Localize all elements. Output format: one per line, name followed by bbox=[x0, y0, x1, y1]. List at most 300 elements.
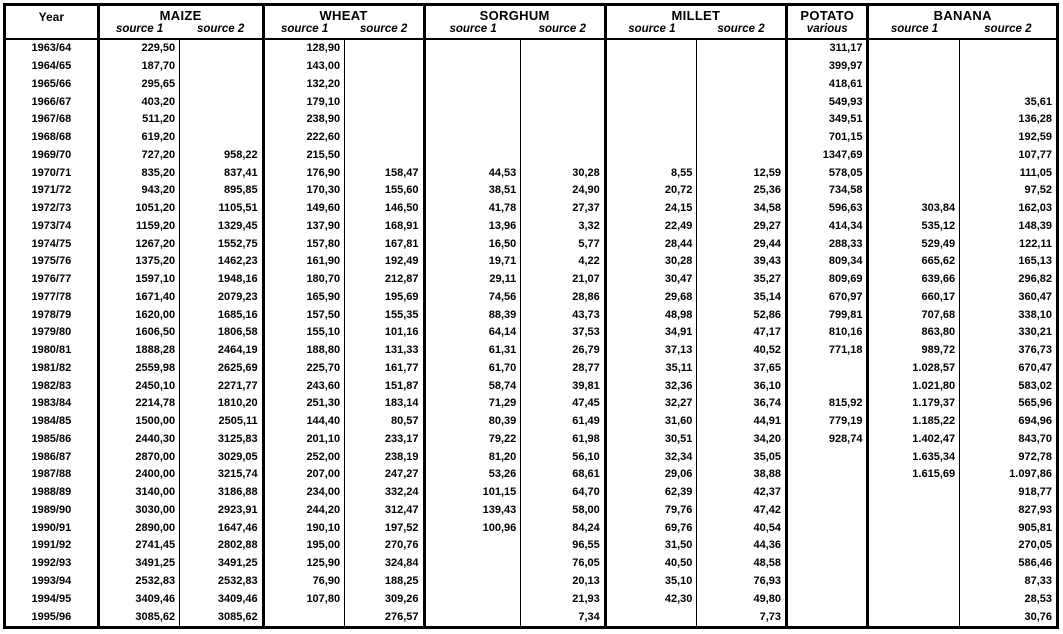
value-cell: 511,20 bbox=[98, 111, 179, 129]
value-cell: 24,15 bbox=[605, 200, 697, 218]
value-cell: 35,27 bbox=[697, 271, 787, 289]
value-cell bbox=[697, 147, 787, 165]
source-header: source 1 bbox=[98, 23, 179, 39]
value-cell: 660,17 bbox=[868, 289, 960, 307]
value-cell: 39,81 bbox=[521, 377, 606, 395]
value-cell: 96,55 bbox=[521, 537, 606, 555]
value-cell bbox=[521, 129, 606, 147]
value-cell: 37,13 bbox=[605, 342, 697, 360]
value-cell: 1.402,47 bbox=[868, 431, 960, 449]
value-cell: 42,30 bbox=[605, 590, 697, 608]
value-cell bbox=[521, 93, 606, 111]
value-cell bbox=[868, 573, 960, 591]
value-cell bbox=[345, 76, 424, 94]
source-header: source 1 bbox=[263, 23, 344, 39]
value-cell: 52,86 bbox=[697, 306, 787, 324]
value-cell: 197,52 bbox=[345, 519, 424, 537]
value-cell: 44,36 bbox=[697, 537, 787, 555]
value-cell: 28,44 bbox=[605, 235, 697, 253]
value-cell: 2400,00 bbox=[98, 466, 179, 484]
value-cell: 1597,10 bbox=[98, 271, 179, 289]
value-cell: 34,58 bbox=[697, 200, 787, 218]
value-cell: 176,90 bbox=[263, 164, 344, 182]
value-cell: 2741,45 bbox=[98, 537, 179, 555]
table-row bbox=[5, 342, 1058, 360]
value-cell: 125,90 bbox=[263, 555, 344, 573]
table-row bbox=[5, 129, 1058, 147]
value-cell bbox=[605, 608, 697, 627]
value-cell bbox=[605, 58, 697, 76]
value-cell: 270,05 bbox=[960, 537, 1058, 555]
value-cell: 56,10 bbox=[521, 448, 606, 466]
value-cell bbox=[521, 58, 606, 76]
value-cell: 549,93 bbox=[787, 93, 868, 111]
year-cell: 1975/76 bbox=[31, 255, 72, 268]
value-cell: 47,17 bbox=[697, 324, 787, 342]
value-cell: 58,00 bbox=[521, 502, 606, 520]
value-cell: 1.635,34 bbox=[868, 448, 960, 466]
value-cell: 192,59 bbox=[960, 129, 1058, 147]
value-cell: 180,70 bbox=[263, 271, 344, 289]
value-cell: 2532,83 bbox=[180, 573, 264, 591]
value-cell bbox=[787, 537, 868, 555]
value-cell bbox=[605, 93, 697, 111]
value-cell: 349,51 bbox=[787, 111, 868, 129]
value-cell: 155,35 bbox=[345, 306, 424, 324]
value-cell: 28,53 bbox=[960, 590, 1058, 608]
value-cell: 665,62 bbox=[868, 253, 960, 271]
value-cell: 360,47 bbox=[960, 289, 1058, 307]
value-cell: 31,50 bbox=[605, 537, 697, 555]
value-cell: 2464,19 bbox=[180, 342, 264, 360]
value-cell: 324,84 bbox=[345, 555, 424, 573]
year-cell: 1988/89 bbox=[31, 486, 72, 499]
value-cell bbox=[868, 182, 960, 200]
value-cell: 837,41 bbox=[180, 164, 264, 182]
value-cell bbox=[424, 129, 521, 147]
value-cell: 799,81 bbox=[787, 306, 868, 324]
value-cell: 3186,88 bbox=[180, 484, 264, 502]
value-cell: 1948,16 bbox=[180, 271, 264, 289]
value-cell bbox=[697, 39, 787, 58]
value-cell: 1.179,37 bbox=[868, 395, 960, 413]
value-cell: 303,84 bbox=[868, 200, 960, 218]
value-cell bbox=[787, 448, 868, 466]
value-cell: 146,50 bbox=[345, 200, 424, 218]
value-cell: 3491,25 bbox=[98, 555, 179, 573]
value-cell: 31,60 bbox=[605, 413, 697, 431]
value-cell: 32,36 bbox=[605, 377, 697, 395]
table-row bbox=[5, 306, 1058, 324]
value-cell: 34,91 bbox=[605, 324, 697, 342]
value-cell: 244,20 bbox=[263, 502, 344, 520]
value-cell: 26,79 bbox=[521, 342, 606, 360]
value-cell: 84,24 bbox=[521, 519, 606, 537]
value-cell: 2079,23 bbox=[180, 289, 264, 307]
value-cell: 30,47 bbox=[605, 271, 697, 289]
value-cell: 38,51 bbox=[424, 182, 521, 200]
value-cell bbox=[180, 76, 264, 94]
value-cell: 41,78 bbox=[424, 200, 521, 218]
value-cell: 2923,91 bbox=[180, 502, 264, 520]
value-cell: 29,27 bbox=[697, 218, 787, 236]
value-cell: 1500,00 bbox=[98, 413, 179, 431]
value-cell: 3085,62 bbox=[180, 608, 264, 627]
value-cell: 36,10 bbox=[697, 377, 787, 395]
value-cell: 958,22 bbox=[180, 147, 264, 165]
value-cell: 131,33 bbox=[345, 342, 424, 360]
value-cell bbox=[424, 147, 521, 165]
value-cell: 25,36 bbox=[697, 182, 787, 200]
value-cell: 4,22 bbox=[521, 253, 606, 271]
source-header: source 1 bbox=[868, 23, 960, 39]
value-cell bbox=[605, 111, 697, 129]
value-cell: 215,50 bbox=[263, 147, 344, 165]
value-cell: 252,00 bbox=[263, 448, 344, 466]
value-cell bbox=[868, 93, 960, 111]
value-cell: 565,96 bbox=[960, 395, 1058, 413]
year-cell: 1967/68 bbox=[31, 113, 72, 126]
value-cell bbox=[345, 147, 424, 165]
source-header: source 1 bbox=[605, 23, 697, 39]
value-cell: 399,97 bbox=[787, 58, 868, 76]
source-header: source 2 bbox=[345, 23, 424, 39]
value-cell: 58,74 bbox=[424, 377, 521, 395]
value-cell: 670,47 bbox=[960, 360, 1058, 378]
value-cell: 165,13 bbox=[960, 253, 1058, 271]
value-cell: 3030,00 bbox=[98, 502, 179, 520]
value-cell bbox=[263, 608, 344, 627]
value-cell: 639,66 bbox=[868, 271, 960, 289]
value-cell bbox=[697, 129, 787, 147]
value-cell: 47,45 bbox=[521, 395, 606, 413]
value-cell: 596,63 bbox=[787, 200, 868, 218]
value-cell: 1347,69 bbox=[787, 147, 868, 165]
value-cell: 48,98 bbox=[605, 306, 697, 324]
value-cell: 311,17 bbox=[787, 39, 868, 58]
value-cell: 29,11 bbox=[424, 271, 521, 289]
value-cell: 3215,74 bbox=[180, 466, 264, 484]
value-cell: 30,28 bbox=[521, 164, 606, 182]
year-cell: 1972/73 bbox=[31, 202, 72, 215]
value-cell bbox=[868, 58, 960, 76]
value-cell: 1810,20 bbox=[180, 395, 264, 413]
table-row bbox=[5, 58, 1058, 76]
value-cell: 2271,77 bbox=[180, 377, 264, 395]
value-cell: 727,20 bbox=[98, 147, 179, 165]
value-cell: 201,10 bbox=[263, 431, 344, 449]
year-cell: 1991/92 bbox=[31, 539, 72, 552]
value-cell: 111,05 bbox=[960, 164, 1058, 182]
table-row bbox=[5, 519, 1058, 537]
value-cell: 179,10 bbox=[263, 93, 344, 111]
value-cell: 190,10 bbox=[263, 519, 344, 537]
value-cell bbox=[960, 58, 1058, 76]
value-cell: 835,20 bbox=[98, 164, 179, 182]
value-cell: 29,68 bbox=[605, 289, 697, 307]
value-cell bbox=[424, 537, 521, 555]
value-cell: 376,73 bbox=[960, 342, 1058, 360]
value-cell bbox=[868, 608, 960, 627]
value-cell: 694,96 bbox=[960, 413, 1058, 431]
value-cell: 28,77 bbox=[521, 360, 606, 378]
value-cell: 20,13 bbox=[521, 573, 606, 591]
value-cell: 32,27 bbox=[605, 395, 697, 413]
value-cell: 61,49 bbox=[521, 413, 606, 431]
value-cell bbox=[868, 129, 960, 147]
year-cell: 1984/85 bbox=[31, 415, 72, 428]
value-cell: 3140,00 bbox=[98, 484, 179, 502]
value-cell: 1671,40 bbox=[98, 289, 179, 307]
value-cell: 2559,98 bbox=[98, 360, 179, 378]
value-cell: 19,71 bbox=[424, 253, 521, 271]
value-cell: 132,20 bbox=[263, 76, 344, 94]
value-cell: 74,56 bbox=[424, 289, 521, 307]
year-cell: 1993/94 bbox=[31, 574, 72, 587]
value-cell bbox=[345, 39, 424, 58]
value-cell: 13,96 bbox=[424, 218, 521, 236]
value-cell bbox=[521, 111, 606, 129]
value-cell: 295,65 bbox=[98, 76, 179, 94]
value-cell: 157,50 bbox=[263, 306, 344, 324]
value-cell: 943,20 bbox=[98, 182, 179, 200]
value-cell: 122,11 bbox=[960, 235, 1058, 253]
table-row bbox=[5, 218, 1058, 236]
value-cell: 149,60 bbox=[263, 200, 344, 218]
value-cell: 1329,45 bbox=[180, 218, 264, 236]
value-cell: 76,05 bbox=[521, 555, 606, 573]
value-cell bbox=[787, 573, 868, 591]
value-cell bbox=[868, 537, 960, 555]
value-cell: 863,80 bbox=[868, 324, 960, 342]
value-cell bbox=[697, 76, 787, 94]
table-row bbox=[5, 253, 1058, 271]
value-cell bbox=[605, 39, 697, 58]
value-cell bbox=[787, 502, 868, 520]
value-cell: 2890,00 bbox=[98, 519, 179, 537]
value-cell: 3029,05 bbox=[180, 448, 264, 466]
value-cell bbox=[868, 111, 960, 129]
value-cell: 30,28 bbox=[605, 253, 697, 271]
value-cell: 35,05 bbox=[697, 448, 787, 466]
value-cell: 212,87 bbox=[345, 271, 424, 289]
group-header-wheat: WHEAT bbox=[263, 5, 424, 24]
value-cell: 276,57 bbox=[345, 608, 424, 627]
value-cell bbox=[868, 39, 960, 58]
table-row bbox=[5, 608, 1058, 627]
value-cell: 332,24 bbox=[345, 484, 424, 502]
value-cell: 1685,16 bbox=[180, 306, 264, 324]
value-cell bbox=[521, 76, 606, 94]
year-cell: 1987/88 bbox=[31, 468, 72, 481]
value-cell: 61,31 bbox=[424, 342, 521, 360]
value-cell: 586,46 bbox=[960, 555, 1058, 573]
table-row bbox=[5, 502, 1058, 520]
value-cell: 162,03 bbox=[960, 200, 1058, 218]
value-cell bbox=[787, 484, 868, 502]
year-cell: 1963/64 bbox=[31, 42, 72, 55]
value-cell: 270,76 bbox=[345, 537, 424, 555]
year-cell: 1969/70 bbox=[31, 148, 72, 161]
value-cell bbox=[868, 502, 960, 520]
value-cell bbox=[424, 608, 521, 627]
value-cell: 989,72 bbox=[868, 342, 960, 360]
value-cell bbox=[605, 147, 697, 165]
value-cell bbox=[180, 93, 264, 111]
value-cell: 170,30 bbox=[263, 182, 344, 200]
table-row bbox=[5, 448, 1058, 466]
value-cell: 47,42 bbox=[697, 502, 787, 520]
value-cell: 144,40 bbox=[263, 413, 344, 431]
value-cell bbox=[424, 93, 521, 111]
value-cell: 7,73 bbox=[697, 608, 787, 627]
value-cell: 188,80 bbox=[263, 342, 344, 360]
value-cell: 40,52 bbox=[697, 342, 787, 360]
table-row bbox=[5, 147, 1058, 165]
value-cell bbox=[424, 58, 521, 76]
value-cell bbox=[424, 590, 521, 608]
value-cell bbox=[787, 608, 868, 627]
value-cell bbox=[424, 111, 521, 129]
value-cell: 288,33 bbox=[787, 235, 868, 253]
value-cell: 139,43 bbox=[424, 502, 521, 520]
value-cell: 143,00 bbox=[263, 58, 344, 76]
value-cell: 403,20 bbox=[98, 93, 179, 111]
value-cell: 80,39 bbox=[424, 413, 521, 431]
year-cell: 1968/68 bbox=[31, 131, 72, 144]
value-cell: 44,91 bbox=[697, 413, 787, 431]
value-cell: 928,74 bbox=[787, 431, 868, 449]
source-header: source 1 bbox=[424, 23, 521, 39]
value-cell: 97,52 bbox=[960, 182, 1058, 200]
year-cell: 1992/93 bbox=[31, 557, 72, 570]
value-cell: 529,49 bbox=[868, 235, 960, 253]
value-cell: 309,26 bbox=[345, 590, 424, 608]
table-row bbox=[5, 93, 1058, 111]
value-cell bbox=[605, 129, 697, 147]
value-cell: 972,78 bbox=[960, 448, 1058, 466]
value-cell: 1462,23 bbox=[180, 253, 264, 271]
value-cell: 771,18 bbox=[787, 342, 868, 360]
table-row bbox=[5, 395, 1058, 413]
value-cell: 207,00 bbox=[263, 466, 344, 484]
value-cell: 157,80 bbox=[263, 235, 344, 253]
year-cell: 1995/96 bbox=[31, 610, 72, 623]
source-header: source 2 bbox=[180, 23, 264, 39]
value-cell: 40,54 bbox=[697, 519, 787, 537]
value-cell: 168,91 bbox=[345, 218, 424, 236]
header-row-commodities bbox=[5, 5, 1058, 24]
source-header: source 2 bbox=[960, 23, 1058, 39]
value-cell: 151,87 bbox=[345, 377, 424, 395]
value-cell: 1.615,69 bbox=[868, 466, 960, 484]
value-cell: 619,20 bbox=[98, 129, 179, 147]
value-cell: 2214,78 bbox=[98, 395, 179, 413]
table-row bbox=[5, 573, 1058, 591]
value-cell: 338,10 bbox=[960, 306, 1058, 324]
value-cell: 61,98 bbox=[521, 431, 606, 449]
value-cell: 2450,10 bbox=[98, 377, 179, 395]
value-cell: 155,10 bbox=[263, 324, 344, 342]
value-cell: 128,90 bbox=[263, 39, 344, 58]
value-cell: 80,57 bbox=[345, 413, 424, 431]
value-cell: 2440,30 bbox=[98, 431, 179, 449]
year-cell: 1990/91 bbox=[31, 521, 72, 534]
table-row bbox=[5, 324, 1058, 342]
value-cell bbox=[787, 590, 868, 608]
value-cell: 43,73 bbox=[521, 306, 606, 324]
value-cell bbox=[180, 129, 264, 147]
year-cell: 1974/75 bbox=[31, 237, 72, 250]
value-cell: 2625,69 bbox=[180, 360, 264, 378]
value-cell bbox=[868, 555, 960, 573]
value-cell bbox=[424, 573, 521, 591]
value-cell: 809,69 bbox=[787, 271, 868, 289]
value-cell: 155,60 bbox=[345, 182, 424, 200]
value-cell: 35,10 bbox=[605, 573, 697, 591]
group-header-sorghum: SORGHUM bbox=[424, 5, 605, 24]
value-cell: 895,85 bbox=[180, 182, 264, 200]
year-cell: 1978/79 bbox=[31, 308, 72, 321]
table-row bbox=[5, 555, 1058, 573]
table-row bbox=[5, 413, 1058, 431]
table-row bbox=[5, 466, 1058, 484]
value-cell: 42,37 bbox=[697, 484, 787, 502]
value-cell: 1552,75 bbox=[180, 235, 264, 253]
year-cell: 1980/81 bbox=[31, 344, 72, 357]
value-cell: 330,21 bbox=[960, 324, 1058, 342]
source-header: various bbox=[787, 23, 868, 39]
table-row bbox=[5, 182, 1058, 200]
value-cell: 701,15 bbox=[787, 129, 868, 147]
value-cell: 247,27 bbox=[345, 466, 424, 484]
year-cell: 1976/77 bbox=[31, 273, 72, 286]
value-cell: 7,34 bbox=[521, 608, 606, 627]
value-cell: 161,77 bbox=[345, 360, 424, 378]
value-cell bbox=[868, 519, 960, 537]
value-cell: 35,61 bbox=[960, 93, 1058, 111]
value-cell: 158,47 bbox=[345, 164, 424, 182]
value-cell: 35,14 bbox=[697, 289, 787, 307]
group-header-potato: POTATO bbox=[787, 5, 868, 24]
value-cell: 234,00 bbox=[263, 484, 344, 502]
value-cell: 583,02 bbox=[960, 377, 1058, 395]
value-cell: 779,19 bbox=[787, 413, 868, 431]
value-cell: 2802,88 bbox=[180, 537, 264, 555]
value-cell: 3125,83 bbox=[180, 431, 264, 449]
year-cell: 1989/90 bbox=[31, 503, 72, 516]
value-cell bbox=[868, 76, 960, 94]
table-row bbox=[5, 537, 1058, 555]
value-cell: 905,81 bbox=[960, 519, 1058, 537]
value-cell: 229,50 bbox=[98, 39, 179, 58]
value-cell: 188,25 bbox=[345, 573, 424, 591]
value-cell: 195,00 bbox=[263, 537, 344, 555]
value-cell: 40,50 bbox=[605, 555, 697, 573]
value-cell bbox=[424, 39, 521, 58]
value-cell bbox=[180, 39, 264, 58]
value-cell: 29,06 bbox=[605, 466, 697, 484]
value-cell: 183,14 bbox=[345, 395, 424, 413]
value-cell: 148,39 bbox=[960, 218, 1058, 236]
table-row bbox=[5, 360, 1058, 378]
value-cell: 69,76 bbox=[605, 519, 697, 537]
value-cell: 827,93 bbox=[960, 502, 1058, 520]
value-cell: 1051,20 bbox=[98, 200, 179, 218]
value-cell: 61,70 bbox=[424, 360, 521, 378]
value-cell: 79,76 bbox=[605, 502, 697, 520]
value-cell: 161,90 bbox=[263, 253, 344, 271]
